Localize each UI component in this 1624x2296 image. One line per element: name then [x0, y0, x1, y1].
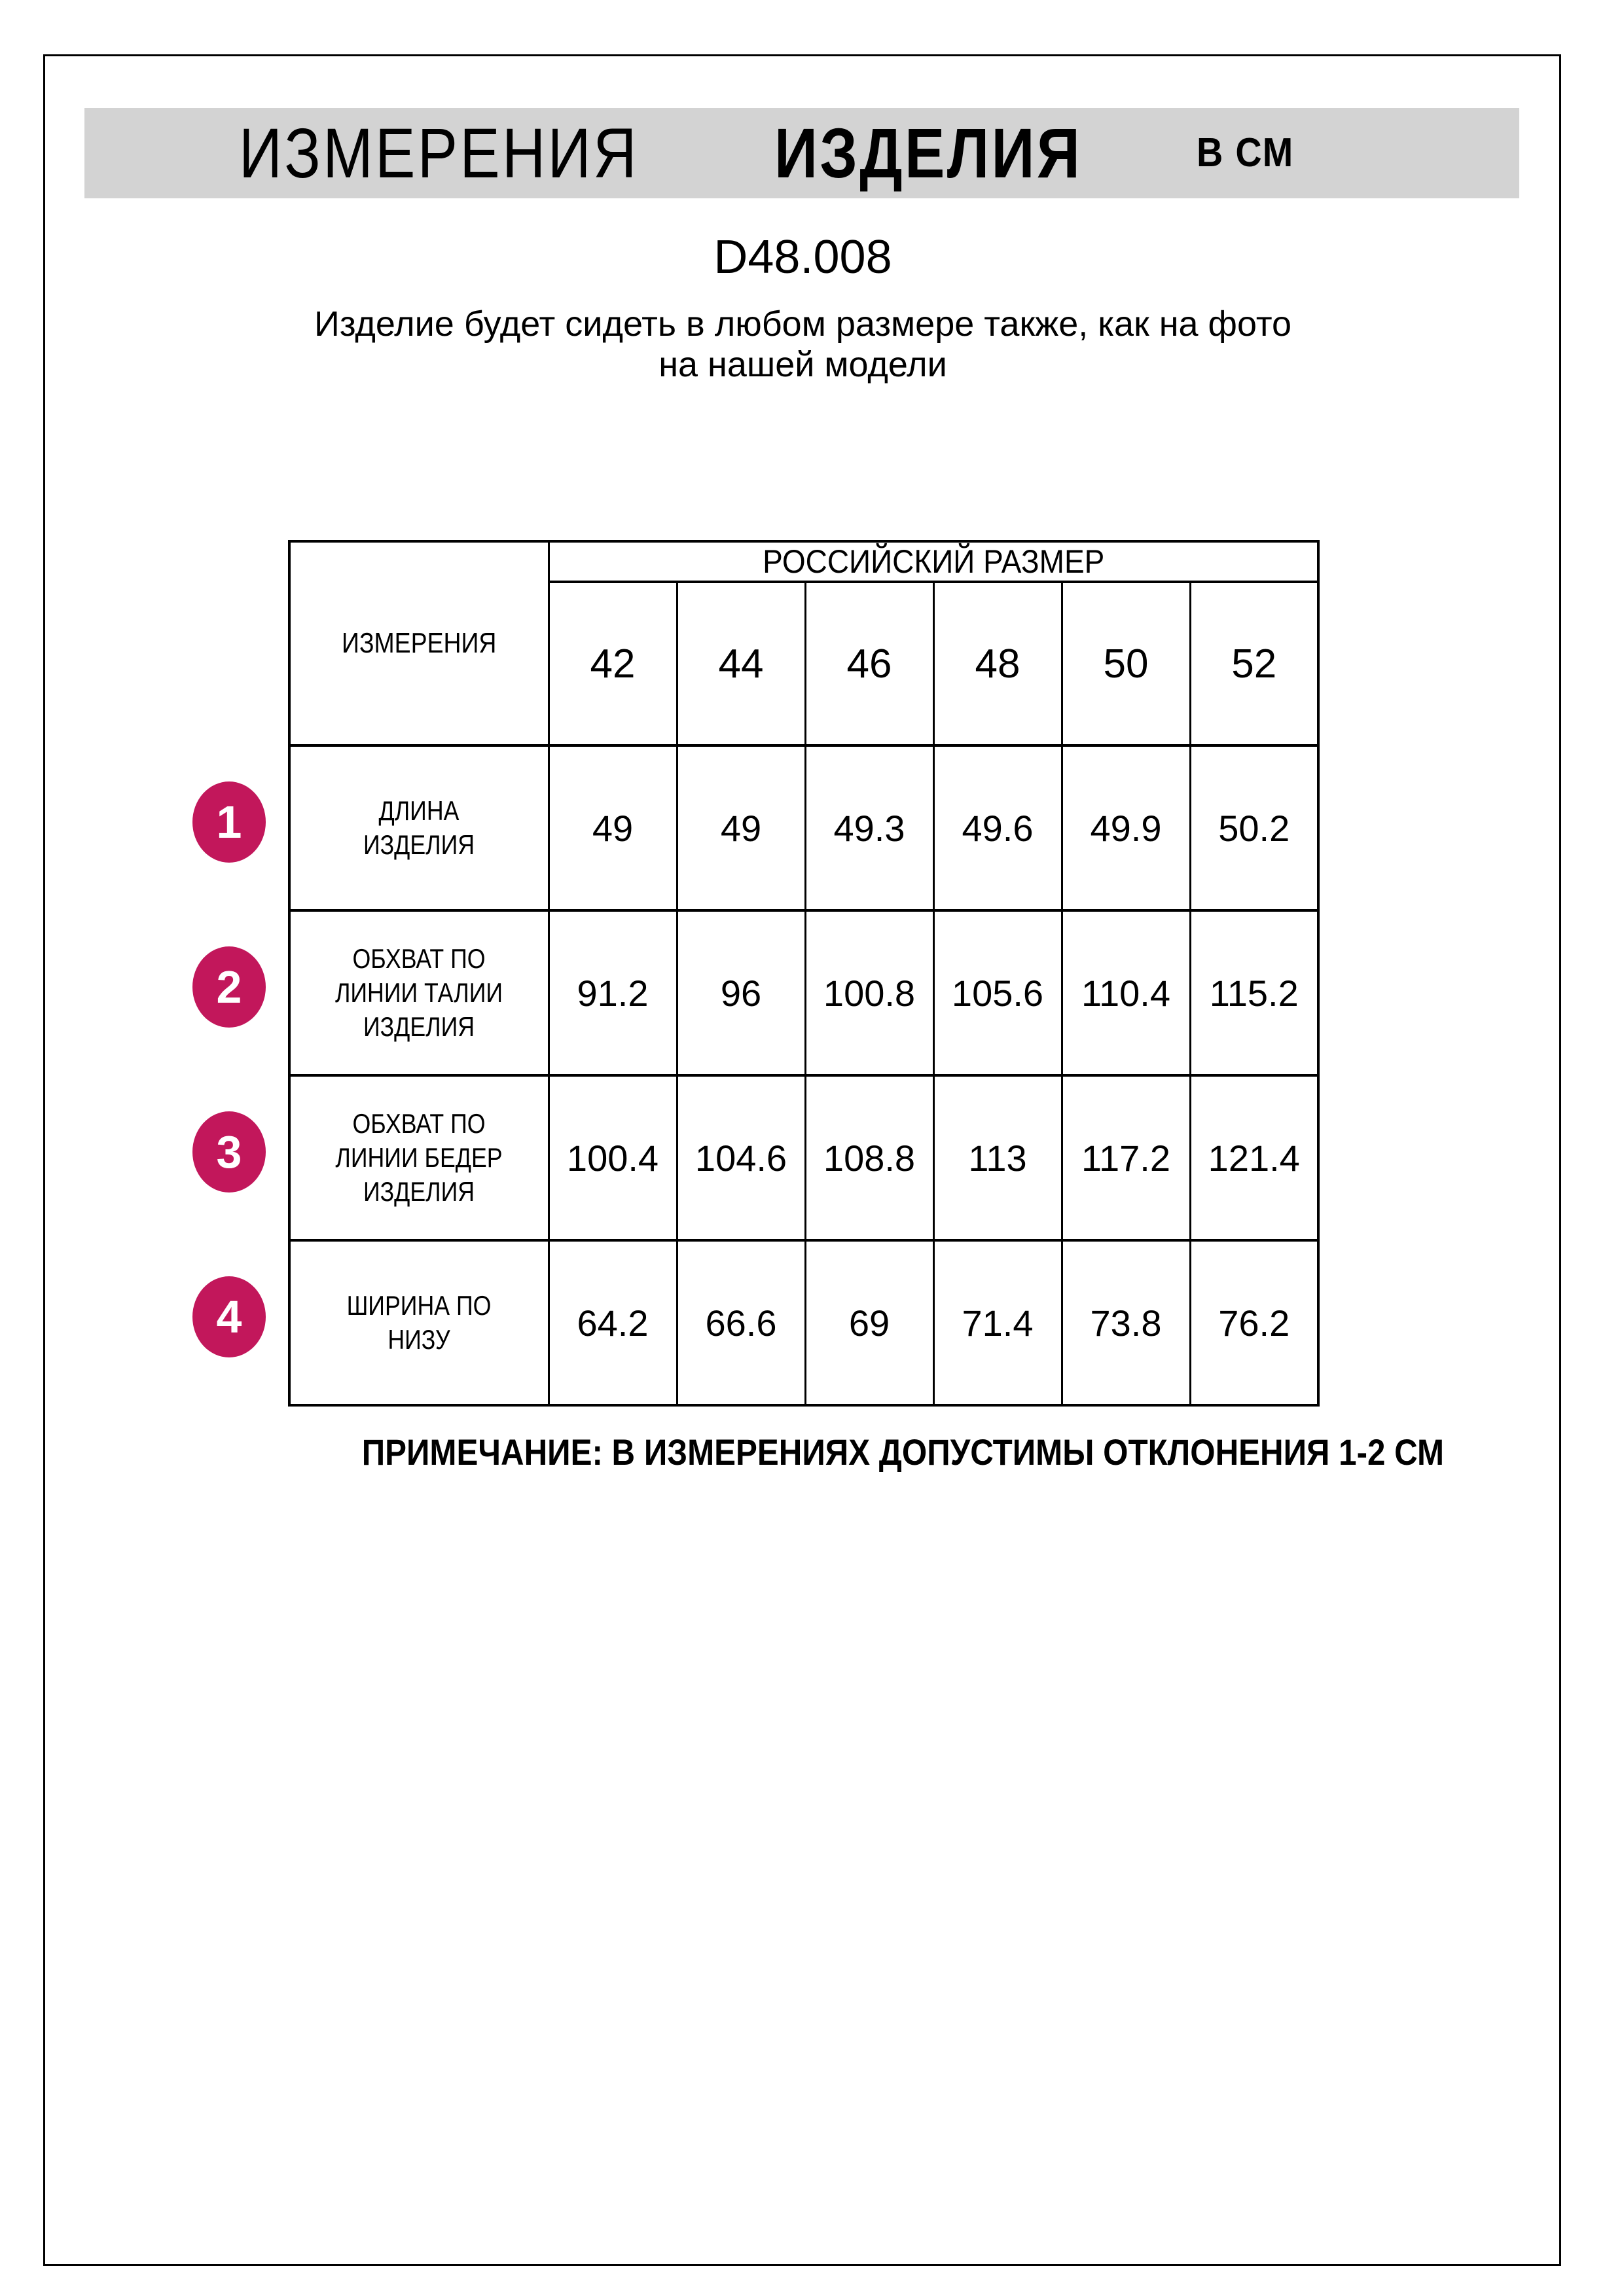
- row-label: ДЛИНА ИЗДЕЛИЯ: [363, 795, 475, 860]
- row-number-badge-3: 3: [192, 1111, 266, 1193]
- corner-label: ИЗМЕРЕНИЯ: [342, 627, 497, 659]
- value-cell: 71.4: [933, 1240, 1062, 1405]
- note: [288, 1431, 1445, 1473]
- value-cell: 104.6: [677, 1075, 805, 1240]
- subtitle-line1: Изделие будет сидеть в любом размере также, как на фото: [314, 304, 1291, 344]
- row-label: ШИРИНА ПО НИЗУ: [346, 1290, 492, 1355]
- value-cell: 49.3: [805, 745, 933, 910]
- size-table-wrap: [288, 540, 1320, 1407]
- size-group-header: РОССИЙСКИЙ РАЗМЕР: [762, 543, 1104, 580]
- subtitle-line2: на нашей модели: [659, 345, 947, 384]
- value-cell: 49.9: [1062, 745, 1190, 910]
- header-band: [84, 108, 1519, 198]
- header-title-product: ИЗДЕЛИЯ: [774, 113, 1083, 192]
- size-header: 42: [549, 582, 677, 745]
- model-code: D48.008: [713, 231, 892, 283]
- value-cell: 100.8: [805, 910, 933, 1075]
- value-cell: 108.8: [805, 1075, 933, 1240]
- row-label: ОБХВАТ ПО ЛИНИИ БЕДЕР ИЗДЕЛИЯ: [335, 1108, 503, 1207]
- value-cell: 121.4: [1190, 1075, 1318, 1240]
- value-cell: 100.4: [549, 1075, 677, 1240]
- row-number-badge-1: 1: [192, 781, 266, 863]
- value-cell: 50.2: [1190, 745, 1318, 910]
- value-cell: 105.6: [933, 910, 1062, 1075]
- table-row: [289, 910, 1318, 1075]
- value-cell: 76.2: [1190, 1240, 1318, 1405]
- size-header: 48: [933, 582, 1062, 745]
- value-cell: 69: [805, 1240, 933, 1405]
- value-cell: 115.2: [1190, 910, 1318, 1075]
- subtitle: [288, 304, 1318, 385]
- size-header: 50: [1062, 582, 1190, 745]
- table-row: [289, 1075, 1318, 1240]
- value-cell: 64.2: [549, 1240, 677, 1405]
- value-cell: 49: [677, 745, 805, 910]
- value-cell: 117.2: [1062, 1075, 1190, 1240]
- table-corner-cell: [289, 541, 549, 745]
- header-title-measurements: ИЗМЕРЕНИЯ: [239, 113, 639, 192]
- row-label: ОБХВАТ ПО ЛИНИИ ТАЛИИ ИЗДЕЛИЯ: [335, 943, 503, 1042]
- value-cell: 91.2: [549, 910, 677, 1075]
- table-row: [289, 745, 1318, 910]
- value-cell: 96: [677, 910, 805, 1075]
- value-cell: 113: [933, 1075, 1062, 1240]
- size-header: 52: [1190, 582, 1318, 745]
- row-number-badge-2: 2: [192, 946, 266, 1028]
- header-units-label: В СМ: [1197, 130, 1295, 175]
- size-header: 46: [805, 582, 933, 745]
- value-cell: 49: [549, 745, 677, 910]
- size-group-header-cell: [549, 541, 1318, 582]
- row-number-badge-4: 4: [192, 1276, 266, 1357]
- note-text: ПРИМЕЧАНИЕ: В ИЗМЕРЕНИЯХ ДОПУСТИМЫ ОТКЛОНЕНИЯ 1-2 СМ: [361, 1431, 1445, 1473]
- value-cell: 110.4: [1062, 910, 1190, 1075]
- value-cell: 49.6: [933, 745, 1062, 910]
- value-cell: 73.8: [1062, 1240, 1190, 1405]
- table-row: [289, 1240, 1318, 1405]
- value-cell: 66.6: [677, 1240, 805, 1405]
- size-table: [288, 540, 1320, 1407]
- size-header: 44: [677, 582, 805, 745]
